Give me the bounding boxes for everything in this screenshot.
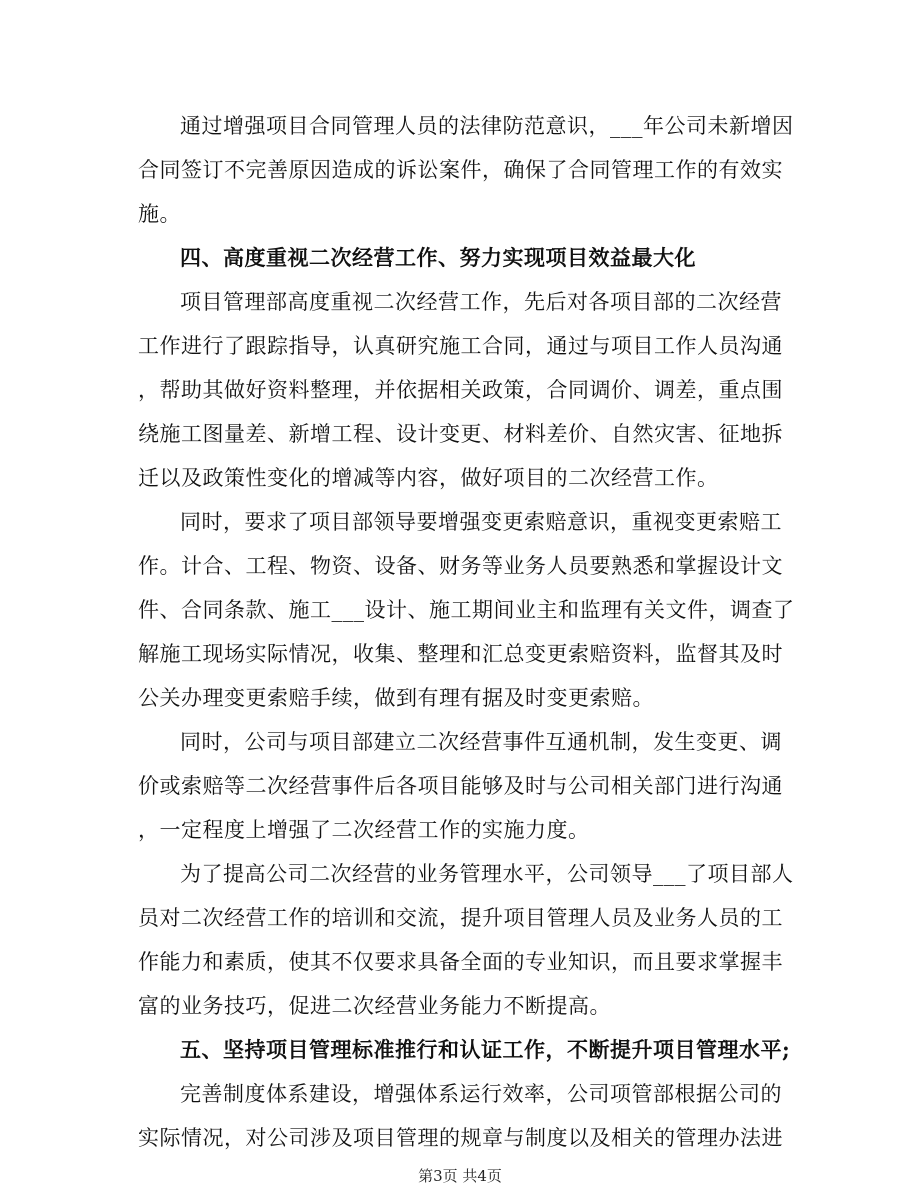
paragraph-line: 项目管理部高度重视二次经营工作，先后对各项目部的二次经营	[180, 290, 782, 314]
paragraph-line: 富的业务技巧，促进二次经营业务能力不断提高。	[138, 994, 611, 1018]
paragraph-line: 施。	[138, 202, 181, 226]
paragraph-line: 实际情况，对公司涉及项目管理的规章与制度以及相关的管理办法进	[138, 1126, 783, 1150]
paragraph-line: 解施工现场实际情况，收集、整理和汇总变更索赔资料，监督其及时	[138, 642, 783, 666]
paragraph-line: 公关办理变更索赔手续，做到有理有据及时变更索赔。	[138, 686, 654, 710]
paragraph-line: 作。计合、工程、物资、设备、财务等业务人员要熟悉和掌握设计文	[138, 554, 783, 578]
paragraph-line: ，帮助其做好资料整理，并依据相关政策，合同调价、调差，重点围	[138, 378, 783, 402]
paragraph-line: 工作进行了跟踪指导，认真研究施工合同，通过与项目工作人员沟通	[138, 334, 783, 358]
paragraph-line: 价或索赔等二次经营事件后各项目能够及时与公司相关部门进行沟通	[138, 774, 783, 798]
paragraph-line: ，一定程度上增强了二次经营工作的实施力度。	[138, 818, 590, 842]
section-heading-5: 五、坚持项目管理标准推行和认证工作，不断提升项目管理水平;	[180, 1037, 791, 1062]
paragraph-line: 作能力和素质，使其不仅要求具备全面的专业知识，而且要求掌握丰	[138, 950, 783, 974]
paragraph-line: 绕施工图量差、新增工程、设计变更、材料差价、自然灾害、征地拆	[138, 422, 783, 446]
paragraph-line: 完善制度体系建设，增强体系运行效率，公司项管部根据公司的	[180, 1082, 782, 1106]
paragraph-line: 合同签订不完善原因造成的诉讼案件，确保了合同管理工作的有效实	[138, 158, 783, 182]
paragraph-line: 同时，公司与项目部建立二次经营事件互通机制，发生变更、调	[180, 730, 782, 754]
section-heading-4: 四、高度重视二次经营工作、努力实现项目效益最大化	[180, 245, 696, 270]
paragraph-line: 员对二次经营工作的培训和交流，提升项目管理人员及业务人员的工	[138, 906, 783, 930]
paragraph-line: 为了提高公司二次经营的业务管理水平，公司领导___了项目部人	[180, 862, 794, 886]
paragraph-line: 迁以及政策性变化的增减等内容，做好项目的二次经营工作。	[138, 466, 719, 490]
page-number: 第3页 共4页	[418, 1167, 502, 1185]
paragraph-line: 通过增强项目合同管理人员的法律防范意识，___年公司未新增因	[180, 114, 794, 138]
paragraph-line: 同时，要求了项目部领导要增强变更索赔意识，重视变更索赔工	[180, 510, 782, 534]
paragraph-line: 件、合同条款、施工___设计、施工期间业主和监理有关文件，调查了	[138, 598, 795, 622]
